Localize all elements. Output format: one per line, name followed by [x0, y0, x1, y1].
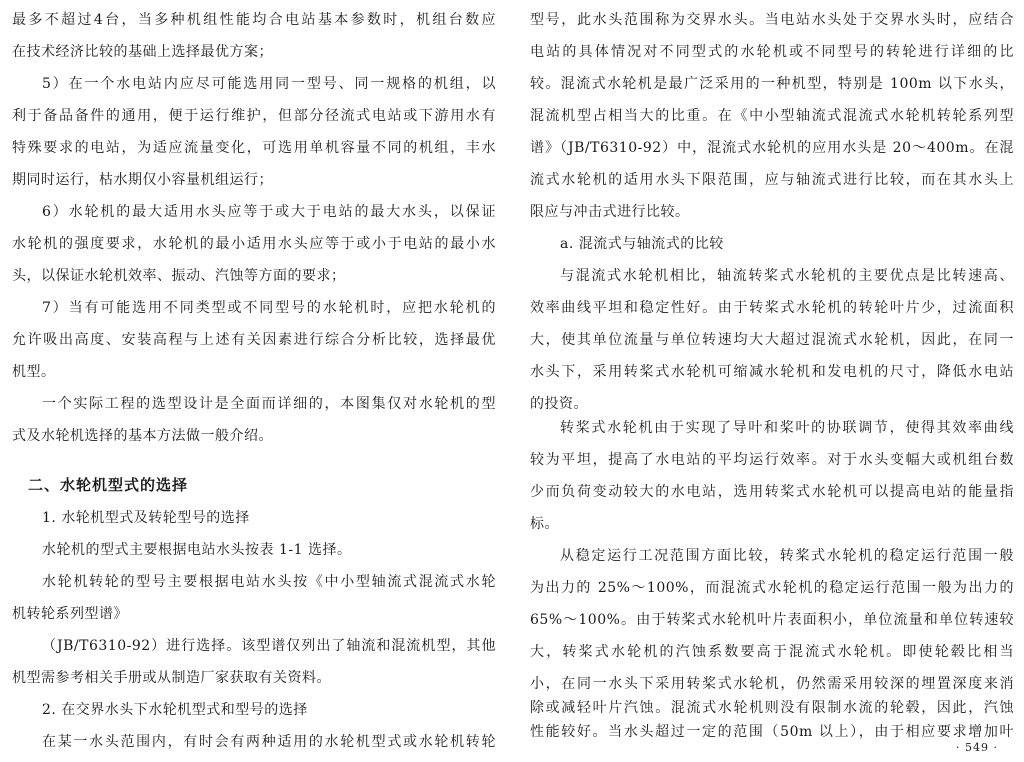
- text-line: 6）水轮机的最大适用水头应等于或大于电站的最大水头，以保证: [42, 204, 496, 220]
- text-line: 水头下，采用转桨式水轮机可缩减水轮机和发电机的尺寸，降低水电站: [530, 364, 1014, 380]
- text-line: 少而负荷变动较大的水电站，选用转桨式水轮机可以提高电站的能量指: [530, 484, 1014, 500]
- text-line: 5）在一个水电站内应尽可能选用同一型号、同一规格的机组，以: [42, 76, 496, 92]
- text-line: 谱》（JB/T6310-92）中，混流式水轮机的应用水头是 20～400m。在混: [530, 140, 1014, 156]
- text-line: 为出力的 25%～100%，而混流式水轮机的稳定运行范围一般为出力的: [530, 580, 1014, 596]
- text-line: 效率曲线平坦和稳定性好。由于转桨式水轮机的转轮叶片少，过流面积: [530, 300, 1014, 316]
- text-line: 机型需参考相关手册或从制造厂家获取有关资料。: [12, 670, 331, 686]
- text-line: 在技术经济比较的基础上选择最优方案；: [12, 44, 273, 60]
- text-line: 利于备品备件的通用，便于运行维护，但部分径流式电站或下游用水有: [12, 108, 496, 124]
- text-line: 标。: [530, 516, 559, 532]
- text-line: 期同时运行，枯水期仅小容量机组运行；: [12, 172, 273, 188]
- text-line: 特殊要求的电站，为适应流量变化，可选用单机容量不同的机组，丰水: [12, 140, 496, 156]
- text-line: 从稳定运行工况范围方面比较，转桨式水轮机的稳定运行范围一般: [560, 548, 1014, 564]
- text-line: 与混流式水轮机相比，轴流转桨式水轮机的主要优点是比转速高、: [560, 268, 1014, 284]
- text-line: 性能较好。当水头超过一定的范围（50m 以上），由于相应要求增加叶: [530, 724, 1014, 740]
- text-line: 小，在同一水头下采用转桨式水轮机，仍然需采用较深的埋置深度来消: [530, 676, 1014, 692]
- subsection-heading: 2. 在交界水头下水轮机型式和型号的选择: [42, 702, 308, 718]
- text-line: 大，使其单位流量与单位转速均大大超过混流式水轮机，因此，在同一: [530, 332, 1014, 348]
- text-line: 水轮机转轮的型号主要根据电站水头按《中小型轴流式混流式水轮: [42, 574, 496, 590]
- text-line: 较为平坦，提高了水电站的平均运行效率。对于水头变幅大或机组台数: [530, 452, 1014, 468]
- text-line: 除或减轻叶片汽蚀。混流式水轮机则没有限制水流的轮毂，因此，汽蚀: [530, 700, 1014, 716]
- text-line: 转桨式水轮机由于实现了导叶和桨叶的协联调节，使得其效率曲线: [560, 420, 1014, 436]
- text-line: 较。混流式水轮机是最广泛采用的一种机型，特别是 100m 以下水头，: [530, 76, 1014, 92]
- subsection-heading: a. 混流式与轴流式的比较: [560, 236, 724, 252]
- text-line: 最多不超过4台，当多种机组性能均合电站基本参数时，机组台数应: [12, 12, 496, 28]
- text-line: 大，转桨式水轮机的汽蚀系数要高于混流式水轮机。即使轮毂比相当: [530, 644, 1014, 660]
- right-column: [530, 0, 1014, 762]
- text-line: 机转轮系列型谱》: [12, 606, 128, 622]
- left-column: [12, 0, 496, 762]
- text-line: 允许吸出高度、安装高程与上述有关因素进行综合分析比较，选择最优: [12, 332, 496, 348]
- text-line: 式及水轮机选择的基本方法做一般介绍。: [12, 428, 273, 444]
- text-line: 混流机型占相当大的比重。在《中小型轴流式混流式水轮机转轮系列型: [530, 108, 1014, 124]
- text-line: 一个实际工程的选型设计是全面而详细的，本图集仅对水轮机的型: [42, 396, 496, 412]
- text-line: 限应与冲击式进行比较。: [530, 204, 690, 220]
- text-line: 型号，此水头范围称为交界水头。当电站水头处于交界水头时，应结合: [530, 12, 1014, 28]
- subsection-heading: 1. 水轮机型式及转轮型号的选择: [42, 510, 250, 526]
- text-line: （JB/T6310-92）进行选择。该型谱仅列出了轴流和混流机型，其他: [42, 638, 496, 654]
- section-heading: 二、水轮机型式的选择: [28, 476, 189, 494]
- text-line: 在某一水头范围内，有时会有两种适用的水轮机型式或水轮机转轮: [42, 734, 496, 750]
- text-line: 头，以保证水轮机效率、振动、汽蚀等方面的要求；: [12, 268, 346, 284]
- page-number: · 549 ·: [956, 741, 998, 754]
- text-line: 水轮机的强度要求，水轮机的最小适用水头应等于或小于电站的最小水: [12, 236, 496, 252]
- text-line: 机型。: [12, 364, 56, 380]
- text-line: 流式水轮机的适用水头下限范围，应与轴流式进行比较，而在其水头上: [530, 172, 1014, 188]
- text-line: 的投资。: [530, 396, 588, 412]
- text-line: 7）当有可能选用不同类型或不同型号的水轮机时，应把水轮机的: [42, 300, 496, 316]
- text-line: 电站的具体情况对不同型式的水轮机或不同型号的转轮进行详细的比: [530, 44, 1014, 60]
- text-line: 水轮机的型式主要根据电站水头按表 1-1 选择。: [42, 542, 352, 558]
- text-line: 65%～100%。由于转桨式水轮机叶片表面积小，单位流量和单位转速较: [530, 612, 1014, 628]
